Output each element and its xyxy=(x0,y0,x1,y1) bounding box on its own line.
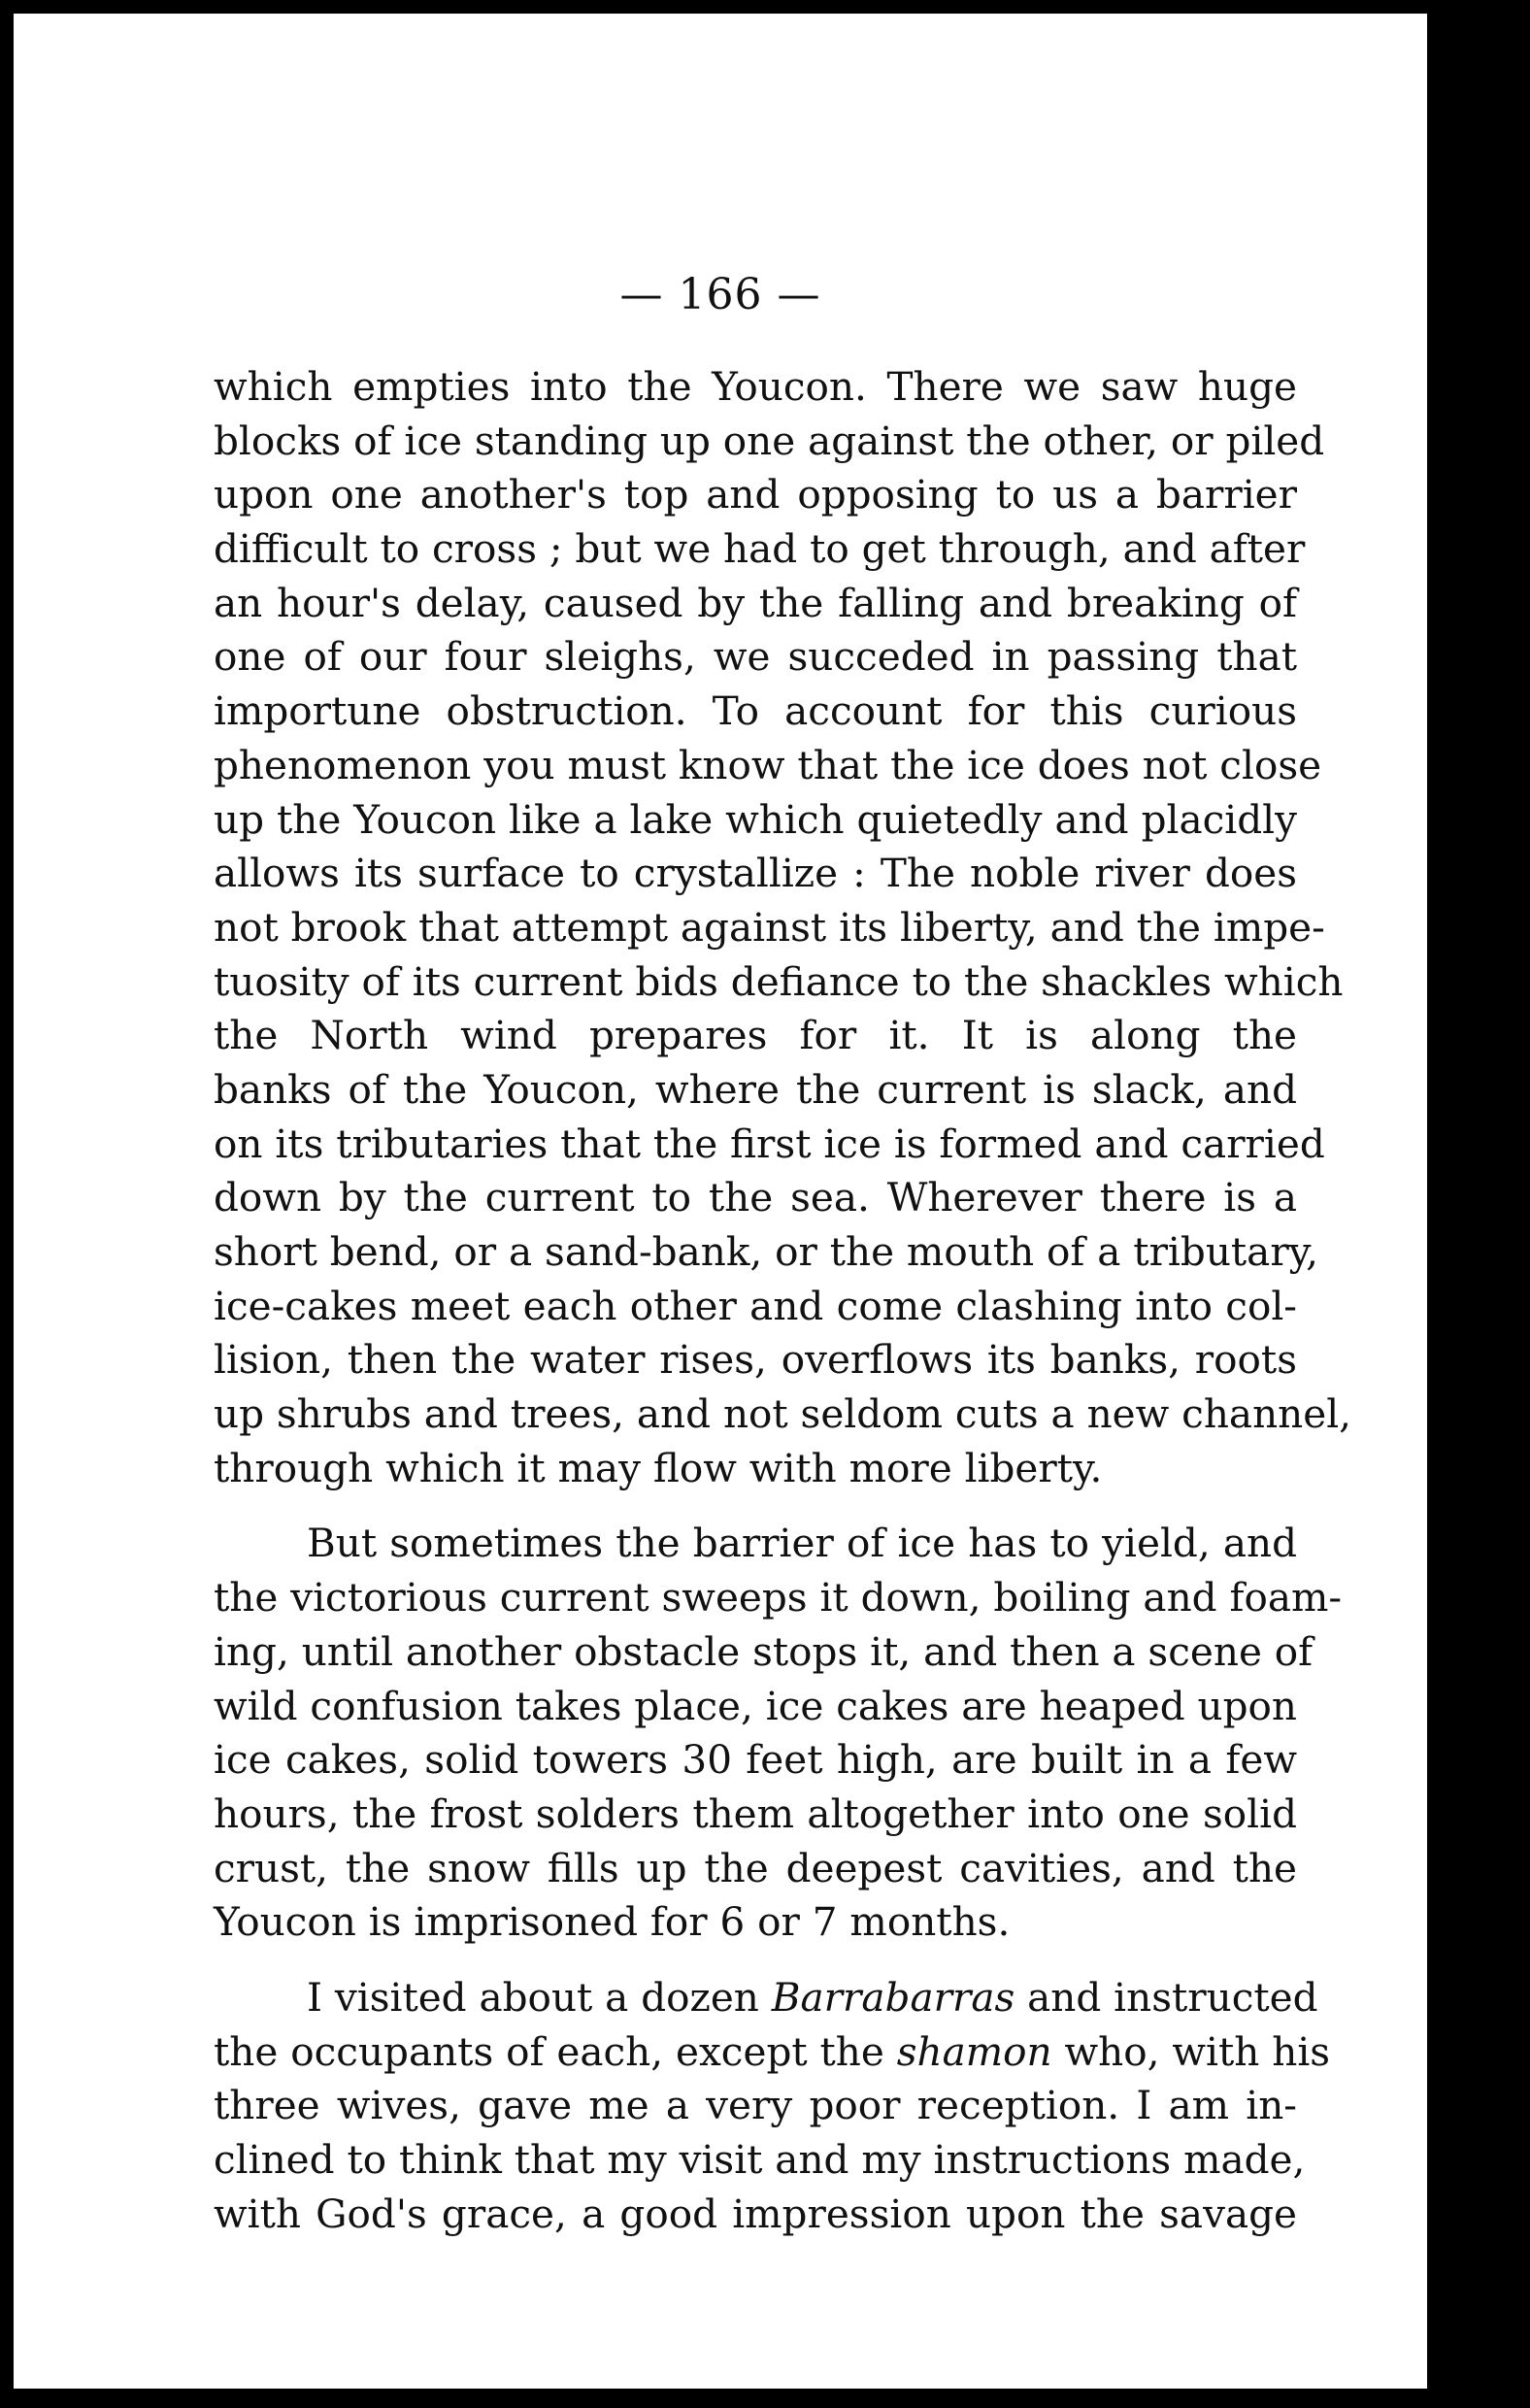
paragraph-3 xyxy=(214,1971,1331,2241)
paragraph-2 xyxy=(214,1517,1343,1950)
book-page xyxy=(14,14,1427,2389)
text-line: wild confusion takes place, ice cakes are heaped upon xyxy=(214,1682,1297,1729)
text-line: with God's grace, a good impression upon the savage xyxy=(214,2190,1297,2237)
paragraph-1 xyxy=(214,360,1352,1495)
text-line: on its tributaries that the first ice is formed and carried xyxy=(214,1120,1325,1167)
text-line: ing, until another obstacle stops it, and then a scene of xyxy=(214,1627,1314,1675)
text-line: Youcon is imprisoned for 6 or 7 months. xyxy=(214,1898,1011,1946)
text-line: ice-cakes meet each other and come clashing into col- xyxy=(214,1282,1297,1329)
text-line: up the Youcon like a lake which quietedly and placidly xyxy=(214,795,1297,843)
text-line: which empties into the Youcon. There we saw huge xyxy=(214,363,1297,410)
text-line: the victorious current sweeps it down, boiling and foam- xyxy=(214,1574,1343,1622)
text-line: But sometimes the barrier of ice has to yield, and xyxy=(307,1520,1297,1567)
text-line: allows its surface to crystallize : The noble river does xyxy=(214,850,1297,897)
text-line xyxy=(214,2025,1331,2080)
text-line: through which it may flow with more liberty. xyxy=(214,1444,1103,1491)
text-line xyxy=(214,1971,1318,2025)
text-line: ice cakes, solid towers 30 feet high, are built in a few xyxy=(214,1736,1297,1784)
text-line: importune obstruction. To account for this curious xyxy=(214,687,1297,735)
text-line: clined to think that my visit and my instructions made, xyxy=(214,2136,1306,2183)
text-line: difficult to cross ; but we had to get through, and after xyxy=(214,525,1306,573)
body-text xyxy=(214,360,1352,2241)
text-run: who, with his xyxy=(1051,2027,1331,2075)
italic-term-shamon: shamon xyxy=(896,2027,1052,2075)
text-line: banks of the Youcon, where the current is slack, and xyxy=(214,1065,1297,1113)
text-line: phenomenon you must know that the ice does not close xyxy=(214,741,1322,788)
text-line: upon one another's top and opposing to us a barrier xyxy=(214,471,1297,518)
italic-term-barrabarras: Barrabarras xyxy=(771,1973,1015,2021)
text-line: three wives, gave me a very poor reception. I am in- xyxy=(214,2082,1297,2129)
text-line: blocks of ice standing up one against the other, or piled xyxy=(214,417,1325,464)
text-line: tuosity of its current bids defiance to the shackles which xyxy=(214,957,1344,1005)
text-line: one of our four sleighs, we succeded in passing that xyxy=(214,633,1297,681)
text-run: and instructed xyxy=(1014,1973,1318,2021)
page-number: — 166 — xyxy=(619,270,821,319)
text-line: not brook that attempt against its liberty, and the impe- xyxy=(214,903,1325,951)
text-line: crust, the snow fills up the deepest cavities, and the xyxy=(214,1844,1297,1891)
text-line: the North wind prepares for it. It is along the xyxy=(214,1012,1297,1059)
text-line: lision, then the water rises, overflows its banks, roots xyxy=(214,1336,1297,1384)
text-line: down by the current to the sea. Wherever there is a xyxy=(214,1174,1297,1221)
text-run: the occupants of each, except the xyxy=(214,2027,897,2075)
text-line: hours, the frost solders them altogether into one solid xyxy=(214,1789,1297,1837)
book-binding xyxy=(1427,0,1530,2408)
text-line: short bend, or a sand-bank, or the mouth of a tributary, xyxy=(214,1228,1319,1275)
text-line: an hour's delay, caused by the falling and breaking of xyxy=(214,579,1297,626)
text-line: up shrubs and trees, and not seldom cuts a new channel, xyxy=(214,1390,1352,1438)
text-run: I visited about a dozen xyxy=(307,1973,772,2021)
